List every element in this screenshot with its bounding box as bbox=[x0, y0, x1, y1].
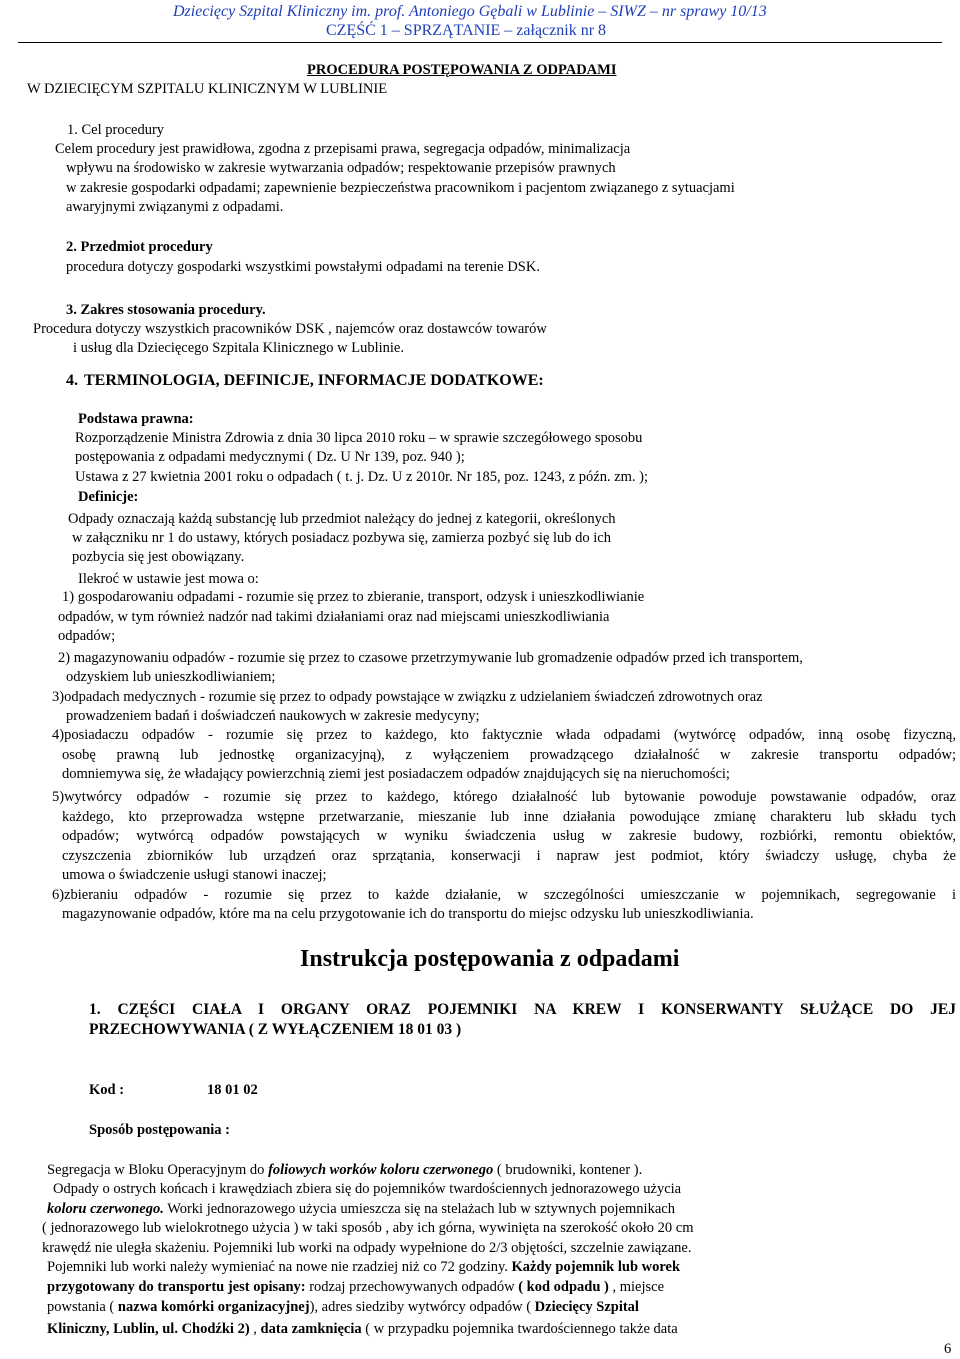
definition-line: Ilekroć w ustawie jest mowa o: bbox=[78, 571, 259, 587]
definition-item-3: prowadzeniem badań i doświadczeń naukowych w zakresie medycyny; bbox=[66, 708, 480, 724]
procedure-label: Sposób postępowania : bbox=[89, 1122, 231, 1138]
instruction-heading-1: 1. CZĘŚCI CIAŁA I ORGANY ORAZ POJEMNIKI NA KREW I KONSERWANTY SŁUŻĄCE DO JEJ bbox=[89, 1001, 956, 1018]
definition-item-4: 4)posiadaczu odpadów - rozumie się przez to każdego, kto faktycznie włada odpadami (wytwórcę odpadów, inną osobę fizyczną, bbox=[52, 727, 956, 743]
section-2-text: procedura dotyczy gospodarki wszystkimi powstałymi odpadami na terenie DSK. bbox=[66, 259, 540, 275]
text-run-bold: Każdy pojemnik lub worek bbox=[511, 1259, 681, 1275]
waste-code-value: 18 01 02 bbox=[207, 1082, 258, 1098]
text-run: ( brudowniki, kontener ). bbox=[493, 1162, 643, 1178]
instruction-paragraph bbox=[47, 1161, 642, 1181]
definition-item-6: magazynowanie odpadów, które ma na celu przygotowanie ich do transportu do miejsc odzysku lub unieszkodliwiania. bbox=[62, 906, 754, 922]
text-run-bold: ( kod odpadu ) bbox=[518, 1279, 609, 1295]
section-3-heading: 3. Zakres stosowania procedury. bbox=[66, 302, 266, 318]
definition-item-2: 2) magazynowaniu odpadów - rozumie się przez to czasowe przetrzymywanie lub gromadzenie odpadów przed ich transportem, bbox=[58, 650, 803, 666]
text-run-bold: data zamknięcia bbox=[260, 1321, 362, 1337]
header-line-1: Dziecięcy Szpital Kliniczny im. prof. Antoniego Gębali w Lublinie – SIWZ – nr sprawy 10/13 bbox=[173, 3, 767, 20]
section-1-line: wpływu na środowisko w zakresie wytwarzania odpadów; respektowanie przepisów prawnych bbox=[66, 160, 616, 176]
header-line-2: CZĘŚĆ 1 – SPRZĄTANIE – załącznik nr 8 bbox=[326, 22, 607, 39]
instruction-paragraph bbox=[47, 1320, 678, 1340]
waste-code-label: Kod : bbox=[89, 1082, 125, 1098]
instruction-paragraph bbox=[47, 1278, 664, 1298]
section-1-heading: 1. Cel procedury bbox=[67, 122, 165, 138]
text-run: ), adres siedziby wytwórcy odpadów ( bbox=[309, 1299, 535, 1315]
section-4-number: 4. bbox=[66, 372, 78, 389]
document-title: PROCEDURA POSTĘPOWANIA Z ODPADAMI bbox=[307, 62, 617, 78]
text-run: Worki jednorazowego użycia umieszcza się na stelażach lub w sztywnych pojemnikach bbox=[163, 1201, 675, 1217]
definition-item-4: osobę prawną lub jednostkę organizacyjną), z wyłączeniem prowadzącego działalność w zakresie transportu odpadów; bbox=[62, 747, 956, 763]
section-1-line: awaryjnymi związanymi z odpadami. bbox=[66, 199, 284, 215]
instruction-paragraph: Odpady o ostrych końcach i krawędziach zbiera się do pojemników twardościennych jednorazowego użycia bbox=[53, 1181, 682, 1197]
definition-item-1: odpadów; bbox=[58, 628, 116, 644]
document-subtitle: W DZIECIĘCYM SZPITALU KLINICZNYM W LUBLINIE bbox=[27, 81, 388, 97]
text-run-bold: nazwa komórki organizacyjnej bbox=[117, 1299, 310, 1315]
text-run: rodzaj przechowywanych odpadów bbox=[305, 1279, 519, 1295]
definition-item-3: 3)odpadach medycznych - rozumie się przez to odpady powstające w związku z udzielaniem świadczeń zdrowotnych oraz bbox=[52, 689, 763, 705]
legal-basis-line: postępowania z odpadami medycznymi ( Dz. U Nr 139, poz. 940 ); bbox=[75, 449, 465, 465]
section-3-text: i usług dla Dziecięcego Szpitala Klinicznego w Lublinie. bbox=[73, 340, 404, 356]
definition-line: pozbycia się jest obowiązany. bbox=[72, 549, 245, 565]
definition-item-6: 6)zbieraniu odpadów - rozumie się przez to każde działanie, w szczególności umieszczanie w pojemnikach, segregowanie i bbox=[52, 887, 956, 903]
text-run-bold: przygotowany do transportu jest opisany: bbox=[47, 1279, 306, 1295]
text-run: Pojemniki lub worki należy wymieniać na nowe nie rzadziej niż co 72 godziny. bbox=[47, 1259, 512, 1275]
text-run-emphasis: koloru czerwonego. bbox=[47, 1201, 164, 1217]
definition-item-5: 5)wytwórcy odpadów - rozumie się przez to każdego, którego działalność lub bytowanie powoduje powstawanie odpadów, oraz bbox=[52, 789, 956, 805]
legal-basis-line: Rozporządzenie Ministra Zdrowia z dnia 30 lipca 2010 roku – w sprawie szczegółowego sposobu bbox=[75, 430, 643, 446]
text-run-emphasis: foliowych worków koloru czerwonego bbox=[268, 1162, 494, 1178]
section-4-heading: TERMINOLOGIA, DEFINICJE, INFORMACJE DODATKOWE: bbox=[84, 372, 544, 389]
section-1-line: Celem procedury jest prawidłowa, zgodna z przepisami prawa, segregacja odpadów, minimalizacja bbox=[55, 141, 631, 157]
section-2-heading: 2. Przedmiot procedury bbox=[66, 239, 213, 255]
instruction-heading-1: PRZECHOWYWANIA ( Z WYŁĄCZENIEM 18 01 03 ) bbox=[89, 1021, 462, 1038]
definitions-heading: Definicje: bbox=[78, 489, 139, 505]
instruction-paragraph bbox=[47, 1258, 680, 1278]
instruction-title: Instrukcja postępowania z odpadami bbox=[300, 946, 680, 972]
section-3-text: Procedura dotyczy wszystkich pracowników DSK , najemców oraz dostawców towarów bbox=[33, 321, 547, 337]
header-rule bbox=[18, 42, 942, 43]
definition-item-4: domniemywa się, że władający powierzchnią ziemi jest posiadaczem odpadów znajdujących się na nieruchomości; bbox=[62, 766, 730, 782]
text-run-bold: Kliniczny, Lublin, ul. Chodźki 2) bbox=[47, 1321, 250, 1337]
legal-basis-heading: Podstawa prawna: bbox=[78, 411, 194, 427]
section-1-line: w zakresie gospodarki odpadami; zapewnienie bezpieczeństwa pracownikom i pacjentom związanego z sytuacjami bbox=[66, 180, 735, 196]
definition-line: w załączniku nr 1 do ustawy, których posiadacz pozbywa się, zamierza pozbyć się lub do ich bbox=[72, 530, 611, 546]
text-run: Segregacja w Bloku Operacyjnym do bbox=[47, 1162, 269, 1178]
definition-item-5: odpadów; wytwórcą odpadów powstających w wyniku świadczenia usług w zakresie budowy, rozbiórki, remontu obiektów, bbox=[62, 828, 956, 844]
instruction-paragraph: krawędź nie uległa skażeniu. Pojemniki lub worki na odpady wypełnione do 2/3 objętości, szczelnie zawiązane. bbox=[42, 1240, 692, 1256]
instruction-paragraph: ( jednorazowego lub wielokrotnego użycia ) w taki sposób , aby ich górna, wywinięta na szerokość około 20 cm bbox=[42, 1220, 694, 1236]
text-run: ( w przypadku pojemnika twardościennego także data bbox=[361, 1321, 678, 1337]
instruction-paragraph bbox=[47, 1298, 639, 1318]
definition-item-5: czyszczenia zbiorników lub urządzeń oraz sprzątania, konserwacji i napraw jest podmiot, który świadczy usługę, chyba że bbox=[62, 848, 956, 864]
text-run: powstania ( bbox=[47, 1299, 118, 1315]
legal-basis-line: Ustawa z 27 kwietnia 2001 roku o odpadach ( t. j. Dz. U z 2010r. Nr 185, poz. 1243, z późn. zm. ); bbox=[75, 469, 649, 485]
definition-item-1: odpadów, w tym również nadzór nad takimi działaniami oraz nad miejscami unieszkodliwiania bbox=[58, 609, 610, 625]
definition-item-2: odzyskiem lub unieszkodliwianiem; bbox=[66, 669, 276, 685]
text-run: , miejsce bbox=[608, 1279, 665, 1295]
definition-item-1: 1) gospodarowaniu odpadami - rozumie się przez to zbieranie, transport, odzysk i unieszkodliwianie bbox=[62, 589, 645, 605]
text-run: , bbox=[249, 1321, 261, 1337]
instruction-paragraph bbox=[47, 1200, 675, 1220]
definition-item-5: umowa o świadczenie usługi stanowi inaczej; bbox=[62, 867, 327, 883]
definition-item-5: każdego, kto przeprowadza wstępne przetwarzanie, mieszanie lub inne działania powodujące zmianę charakteru lub składu tych bbox=[62, 809, 956, 825]
page-number: 6 bbox=[944, 1341, 952, 1357]
text-run-bold: Dziecięcy Szpital bbox=[534, 1299, 639, 1315]
definition-line: Odpady oznaczają każdą substancję lub przedmiot należący do jednej z kategorii, określonych bbox=[68, 511, 616, 527]
